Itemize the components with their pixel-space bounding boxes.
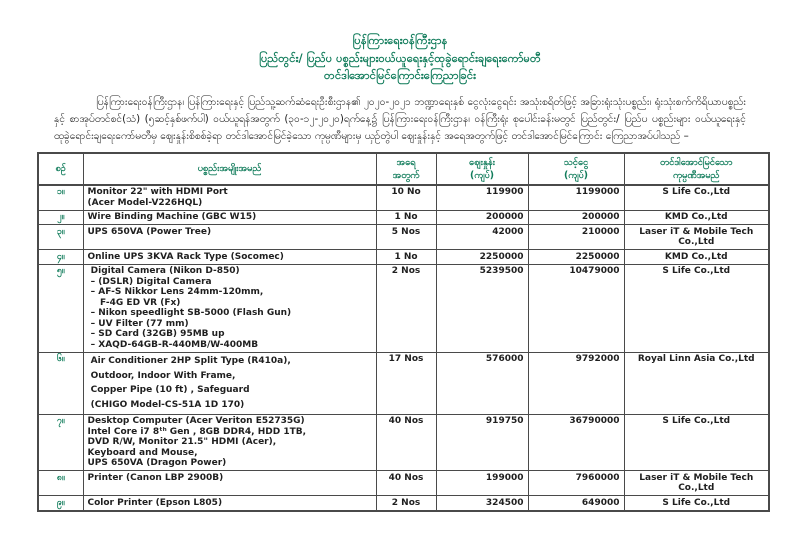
table-row bbox=[38, 471, 769, 496]
item-line: Digital Camera (Nikon D-850) bbox=[87, 266, 240, 276]
amount-cell: 2250000 bbox=[528, 250, 624, 265]
item-cell bbox=[83, 185, 376, 211]
table-body bbox=[38, 185, 769, 511]
column-header-serial: စဉ် bbox=[38, 153, 83, 185]
amount-cell: 210000 bbox=[528, 225, 624, 250]
amount-cell: 10479000 bbox=[528, 264, 624, 352]
item-line: F-4G ED VR (Fx) bbox=[87, 297, 181, 308]
column-header-company: တင်ဒါအောင်မြင်သော ကုမ္ပဏီအမည် bbox=[624, 153, 769, 185]
tender-results-table bbox=[37, 152, 770, 512]
table-row bbox=[38, 352, 769, 414]
item-cell bbox=[83, 352, 376, 414]
item-cell bbox=[83, 496, 376, 511]
item-line: Intel Core i7 8ᵗʰ Gen , 8GB DDR4, HDD 1TB, bbox=[87, 426, 307, 437]
table-row bbox=[38, 264, 769, 352]
item-line: Printer (Canon LBP 2900B) bbox=[87, 472, 224, 483]
company-cell: Royal Linn Asia Co.,Ltd bbox=[624, 352, 769, 414]
price-cell: 199000 bbox=[436, 471, 528, 496]
item-line: Air Conditioner 2HP Split Type (R410a), bbox=[87, 356, 291, 366]
amount-cell: 1199000 bbox=[528, 185, 624, 211]
serial-cell: ၇။ bbox=[38, 414, 83, 471]
quantity-cell: 40 Nos bbox=[376, 414, 436, 471]
item-line: (Acer Model-V226HQL) bbox=[87, 197, 203, 208]
company-cell: S Life Co.,Ltd bbox=[624, 264, 769, 352]
item-line: Keyboard and Mouse, bbox=[87, 447, 198, 458]
company-cell: KMD Co.,Ltd bbox=[624, 250, 769, 265]
document-title-block bbox=[0, 0, 800, 85]
price-cell: 2250000 bbox=[436, 250, 528, 265]
intro-paragraph: ပြန်ကြားရေးဝန်ကြီးဌာန၊ ပြန်ကြားရေးနှင့် ပြည်သူ့ဆက်ဆံရေးဦးစီးဌာန၏ ၂၀၂၀-၂၀၂၁ ဘဏ္ဍာရေးနှစ် ငွေလုံးငွေရင်း အသုံးစရိတ်ဖြင့် အခြားရုံးသုံးပစ္စည်း၊ ရုံးသုံးစက်ကိရိယာပစ္စည်းနှင့် စာအုပ်တင်စင်(သံ) (၅ဆင့်နှစ်ဖက်ပါ) ဝယ်ယူရန်အတွက် (၃၀-၁၂-၂၀၂၀)ရက်နေ့၌ ပြန်ကြားရေးဝန်ကြီးဌာန၊ ဝန်ကြီးရုံး စုပေါင်းခန်းမတွင် ပြည်တွင်း/ ပြည်ပ ပစ္စည်းများ ဝယ်ယူရေးနှင့်ထုခွဲရောင်းချရေးကော်မတီမှ ဈေးနှုန်းစိစစ်ခဲ့ရာ တင်ဒါအောင်မြင်ခဲ့သော ကုမ္ပဏီများမှ ယှဉ်တွဲပါ ဈေးနှုန်းနှင့် အရေအတွက်ဖြင့် တင်ဒါအောင်မြင်ကြောင်း ကြေညာအပ်ပါသည် – bbox=[54, 95, 746, 142]
amount-cell: 649000 bbox=[528, 496, 624, 511]
table-row bbox=[38, 414, 769, 471]
item-cell bbox=[83, 225, 376, 250]
item-cell bbox=[83, 250, 376, 265]
item-line: UPS 650VA (Power Tree) bbox=[87, 226, 212, 237]
column-header-amount: သင့်ငွေ (ကျပ်) bbox=[528, 153, 624, 185]
quantity-cell: 17 Nos bbox=[376, 352, 436, 414]
column-header-item: ပစ္စည်းအမျိုးအမည် bbox=[83, 153, 376, 185]
table-row bbox=[38, 496, 769, 511]
company-cell: Laser iT & Mobile Tech Co.,Ltd bbox=[624, 225, 769, 250]
price-cell: 119900 bbox=[436, 185, 528, 211]
amount-cell: 9792000 bbox=[528, 352, 624, 414]
serial-cell: ၂။ bbox=[38, 210, 83, 225]
serial-cell: ၄။ bbox=[38, 250, 83, 265]
table-row bbox=[38, 250, 769, 265]
price-cell: 919750 bbox=[436, 414, 528, 471]
table-header-row bbox=[38, 153, 769, 185]
company-cell: S Life Co.,Ltd bbox=[624, 185, 769, 211]
title-ministry: ပြန်ကြားရေးဝန်ကြီးဌာန bbox=[352, 34, 448, 47]
price-cell: 324500 bbox=[436, 496, 528, 511]
column-header-price: ဈေးနှုန်း (ကျပ်) bbox=[436, 153, 528, 185]
item-cell bbox=[83, 210, 376, 225]
item-cell bbox=[83, 471, 376, 496]
table-row bbox=[38, 185, 769, 211]
item-cell bbox=[83, 414, 376, 471]
quantity-cell: 10 No bbox=[376, 185, 436, 211]
item-line: – AF-S Nikkor Lens 24mm-120mm, bbox=[87, 287, 264, 297]
amount-cell: 200000 bbox=[528, 210, 624, 225]
price-cell: 42000 bbox=[436, 225, 528, 250]
company-cell: S Life Co.,Ltd bbox=[624, 414, 769, 471]
item-line: Desktop Computer (Acer Veriton E52735G) bbox=[87, 416, 305, 426]
item-line: – Nikon speedlight SB-5000 (Flash Gun) bbox=[87, 308, 292, 318]
serial-cell: ၉။ bbox=[38, 496, 83, 511]
item-line: Copper Pipe (10 ft) , Safeguard bbox=[87, 385, 250, 395]
company-cell: S Life Co.,Ltd bbox=[624, 496, 769, 511]
item-line: – XAQD-64GB-R-440MB/W-400MB bbox=[87, 339, 259, 350]
amount-cell: 36790000 bbox=[528, 414, 624, 471]
quantity-cell: 2 Nos bbox=[376, 496, 436, 511]
quantity-cell: 5 Nos bbox=[376, 225, 436, 250]
item-line: Online UPS 3KVA Rack Type (Socomec) bbox=[87, 251, 284, 262]
quantity-cell: 1 No bbox=[376, 210, 436, 225]
amount-cell: 7960000 bbox=[528, 471, 624, 496]
company-cell: KMD Co.,Ltd bbox=[624, 210, 769, 225]
item-line: Outdoor, Indoor With Frame, bbox=[87, 370, 236, 381]
serial-cell: ၅။ bbox=[38, 264, 83, 352]
serial-cell: ၃။ bbox=[38, 225, 83, 250]
table-row bbox=[38, 210, 769, 225]
item-line: – SD Card (32GB) 95MB up bbox=[87, 329, 225, 339]
quantity-cell: 1 No bbox=[376, 250, 436, 265]
item-line: Wire Binding Machine (GBC W15) bbox=[87, 212, 257, 222]
company-cell: Laser iT & Mobile Tech Co.,Ltd bbox=[624, 471, 769, 496]
quantity-cell: 40 Nos bbox=[376, 471, 436, 496]
quantity-cell: 2 Nos bbox=[376, 264, 436, 352]
title-announcement: တင်ဒါအောင်မြင်ကြောင်းကြေညာခြင်း bbox=[323, 69, 477, 82]
column-header-quantity: အရေ အတွက် bbox=[376, 153, 436, 185]
title-committee: ပြည်တွင်း/ ပြည်ပ ပစ္စည်းများဝယ်ယူရေးနှင့်ထုခွဲရောင်းချရေးကော်မတီ bbox=[259, 51, 541, 65]
item-line: UPS 650VA (Dragon Power) bbox=[87, 458, 227, 468]
item-line: – (DSLR) Digital Camera bbox=[87, 276, 212, 287]
item-line: (CHIGO Model-CS-51A 1D 170) bbox=[87, 399, 245, 410]
serial-cell: ၆။ bbox=[38, 352, 83, 414]
item-line: – UV Filter (77 mm) bbox=[87, 318, 189, 329]
price-cell: 200000 bbox=[436, 210, 528, 225]
price-cell: 5239500 bbox=[436, 264, 528, 352]
serial-cell: ၈။ bbox=[38, 471, 83, 496]
serial-cell: ၁။ bbox=[38, 185, 83, 211]
item-cell bbox=[83, 264, 376, 352]
table-row bbox=[38, 225, 769, 250]
item-line: Color Printer (Epson L805) bbox=[87, 497, 223, 508]
price-cell: 576000 bbox=[436, 352, 528, 414]
item-line: DVD R/W, Monitor 21.5" HDMI (Acer), bbox=[87, 437, 277, 447]
item-line: Monitor 22" with HDMI Port bbox=[87, 187, 228, 197]
